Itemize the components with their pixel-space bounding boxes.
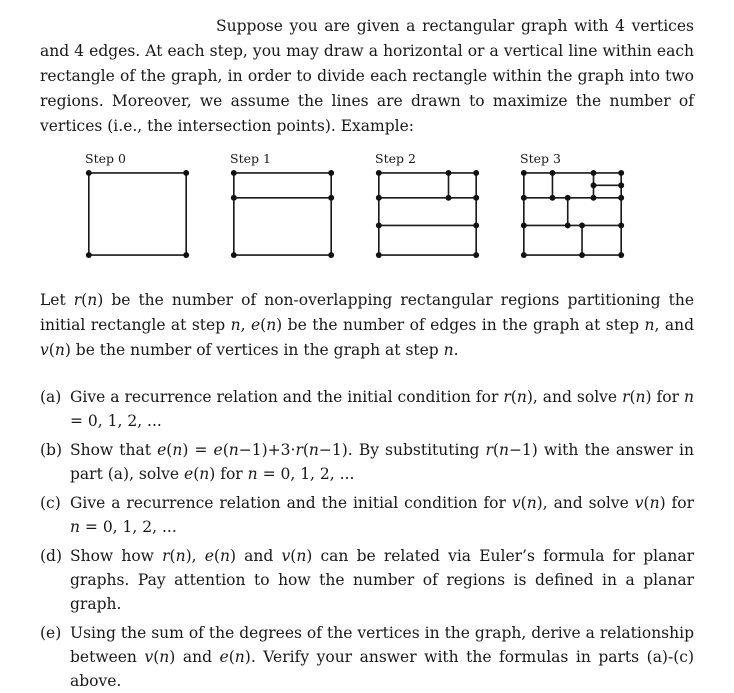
step-figures-row [85, 151, 694, 259]
problem-part-label: (e) [40, 624, 62, 642]
step-figure-3 [520, 151, 625, 259]
problem-part-label: (b) [40, 441, 63, 459]
problem-part-b [40, 438, 694, 486]
problem-part-text: Give a recurrence relation and the initial condition for r(n), and solve r(n) for n = 0, 1, 2, ... [70, 388, 694, 430]
step-figure-graph [520, 169, 625, 259]
definitions-paragraph: Let r(n) be the number of non-overlapping rectangular regions partitioning the initial rectangle at step n, e(n) be the number of edges in the graph at step n, and v(n) be the number of vertices in the graph at step n. [40, 291, 694, 359]
problem-part-text: Give a recurrence relation and the initial condition for v(n), and solve v(n) for n = 0, 1, 2, ... [70, 494, 695, 536]
step-figure-0 [85, 151, 190, 259]
step-figure-label: Step 3 [520, 151, 561, 166]
step-figure-graph [375, 169, 480, 259]
step-figure-label: Step 1 [230, 151, 271, 166]
step-figure-label: Step 2 [375, 151, 416, 166]
problem-part-label: (d) [40, 547, 63, 565]
problem-part-d [40, 544, 694, 616]
step-figure-graph [85, 169, 190, 259]
problem-part-a [40, 385, 694, 433]
problem-part-c [40, 491, 694, 539]
problem-part-label: (c) [40, 494, 61, 512]
step-figure-label: Step 0 [85, 151, 126, 166]
problem-part-e [40, 621, 694, 693]
intro-paragraph: Suppose you are given a rectangular graph with 4 vertices and 4 edges. At each step, you may draw a horizontal or a vertical line within each rectangle of the graph, in order to divide each rectangle within the graph into two regions. Moreover, we assume the lines are drawn to maximize the number of vertices (i.e., the intersection points). Example: [40, 17, 694, 135]
problem-parts-list [40, 385, 694, 693]
step-figure-graph [230, 169, 335, 259]
problem-part-text: Show that e(n) = e(n−1)+3·r(n−1). By substituting r(n−1) with the answer in part (a), solve e(n) for n = 0, 1, 2, ... [70, 441, 694, 483]
problem-part-text: Using the sum of the degrees of the vertices in the graph, derive a relationship between v(n) and e(n). Verify your answer with the formulas in parts (a)-(c) above. [70, 624, 694, 690]
step-figure-1 [230, 151, 335, 259]
problem-part-text: Show how r(n), e(n) and v(n) can be related via Euler’s formula for planar graphs. Pay attention to how the number of regions is defined in a planar graph. [70, 547, 695, 613]
step-figure-2 [375, 151, 480, 259]
problem-part-label: (a) [40, 388, 62, 406]
